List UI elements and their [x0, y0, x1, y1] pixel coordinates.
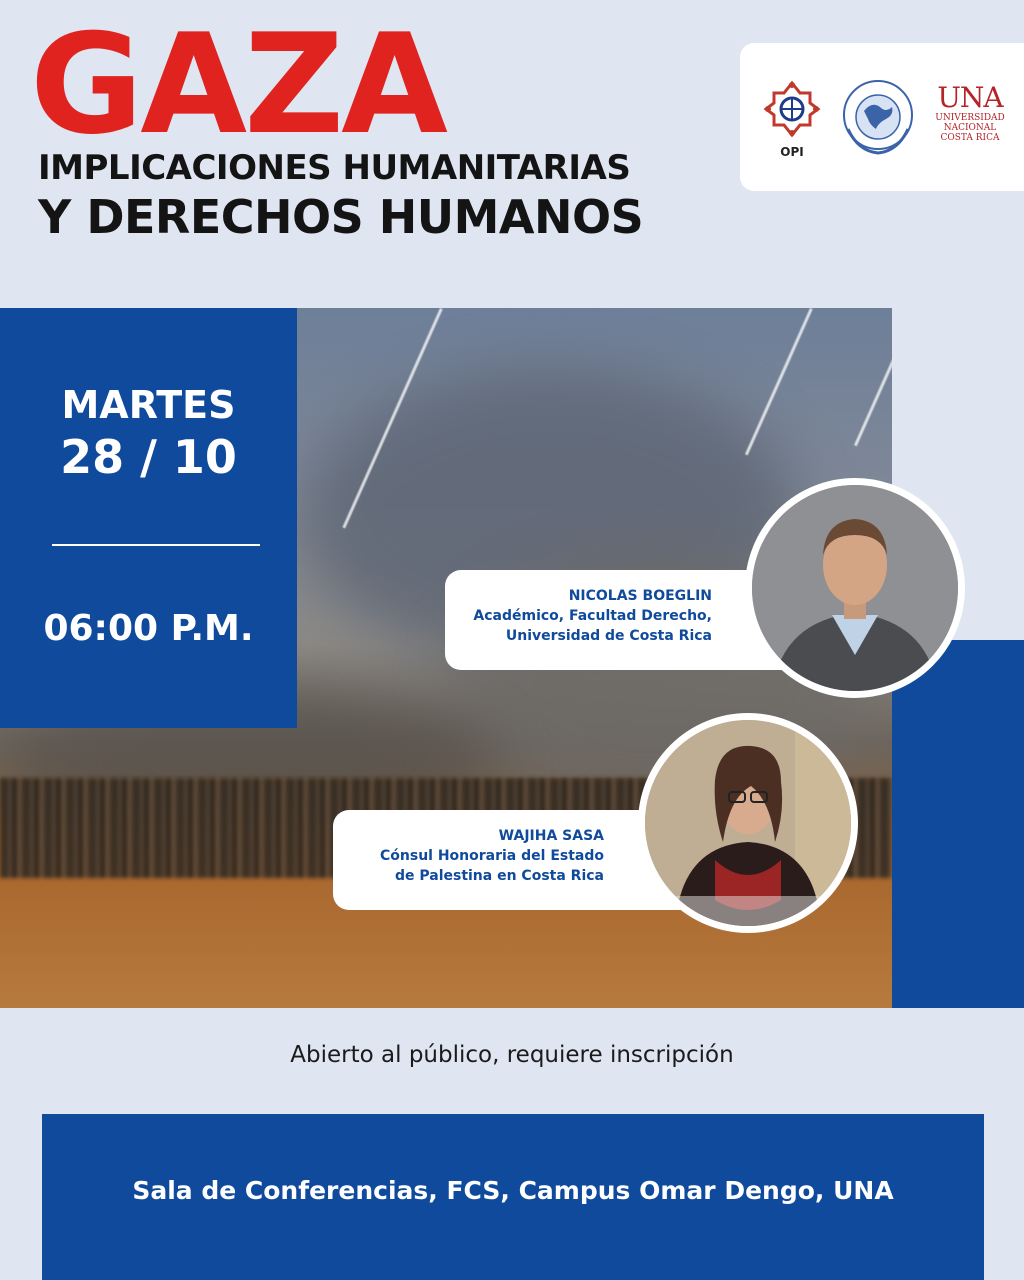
person-portrait-icon: [645, 720, 851, 926]
event-title: GAZA: [30, 4, 445, 165]
smoke-trail: [854, 308, 892, 446]
una-sub-line3: COSTA RICA: [940, 133, 1000, 143]
una-name: UNA: [937, 81, 1003, 114]
speaker-name: NICOLAS BOEGLIN: [568, 588, 712, 604]
decorative-blue-block: [892, 640, 1024, 1008]
event-day: MARTES: [61, 383, 236, 427]
speaker-role: de Palestina en Costa Rica: [394, 868, 604, 884]
una-sub-line2: NACIONAL: [943, 123, 997, 133]
divider: [52, 544, 260, 546]
school-seal-logo: [840, 77, 916, 161]
event-subtitle-line1: IMPLICACIONES HUMANITARIAS: [38, 148, 631, 188]
speaker-role: Cónsul Honoraria del Estado: [380, 848, 604, 864]
speaker-role: Universidad de Costa Rica: [505, 628, 712, 644]
speaker-role: Académico, Facultad Derecho,: [473, 608, 712, 624]
globe-seal-icon: [840, 77, 916, 157]
date-box: [0, 308, 297, 728]
event-date: 28 / 10: [60, 430, 237, 484]
una-sub-line1: UNIVERSIDAD: [935, 113, 1005, 123]
speaker-photo-1: [745, 478, 965, 698]
venue-text: Sala de Conferencias, FCS, Campus Omar Dengo, UNA: [132, 1176, 894, 1205]
logos-card: [740, 43, 1024, 191]
opi-label: OPI: [780, 145, 804, 159]
opi-logo: [762, 79, 822, 159]
speaker-photo-2: [638, 713, 858, 933]
speaker-name: WAJIHA SASA: [498, 828, 604, 844]
venue-banner: [42, 1114, 984, 1280]
una-logo: [930, 83, 1010, 143]
event-time: 06:00 P.M.: [43, 608, 254, 649]
event-subtitle-line2: Y DERECHOS HUMANOS: [38, 190, 644, 244]
opi-emblem-icon: [762, 79, 822, 139]
registration-note: Abierto al público, requiere inscripción: [290, 1042, 734, 1068]
person-portrait-icon: [752, 485, 958, 691]
smoke-trail: [745, 308, 813, 455]
